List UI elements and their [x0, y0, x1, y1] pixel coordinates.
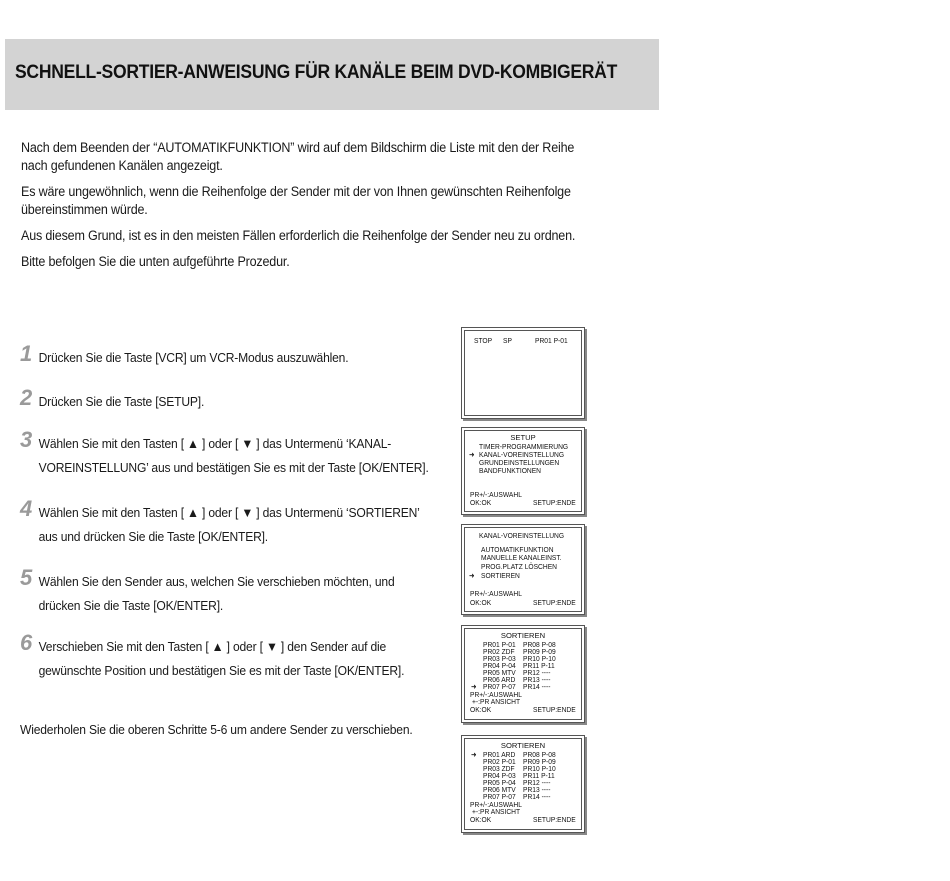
- page-title: SCHNELL-SORTIER-ANWEISUNG FÜR KANÄLE BEIM DVD-KOMBIGERÄT: [15, 61, 618, 83]
- screen-title: KANAL-VOREINSTELLUNG: [479, 531, 565, 540]
- channel-right: PR08 P-08: [523, 750, 556, 759]
- step-2: [20, 385, 440, 414]
- menu-item: BANDFUNKTIONEN: [479, 466, 542, 475]
- channel-left: PR03 ZDF: [483, 764, 515, 773]
- channel-right: PR10 P-10: [523, 764, 556, 773]
- channel-right: PR13 ----: [523, 785, 551, 794]
- step-number: 4: [20, 496, 33, 521]
- channel-right: PR11 P-11: [523, 661, 555, 670]
- status-mode: STOP: [474, 336, 493, 345]
- hint-select: PR+/-:AUSWAHL: [470, 690, 522, 699]
- hint-ok: OK:OK: [470, 705, 492, 714]
- channel-right: PR12 ----: [523, 778, 551, 787]
- step-4: [20, 496, 440, 549]
- hint-view: +-:PR ANSICHT: [472, 697, 521, 706]
- intro-paragraph: Aus diesem Grund, ist es in den meisten Fällen erforderlich die Reihenfolge der Sender neu zu ordnen.: [21, 228, 576, 243]
- menu-item: KANAL-VOREINSTELLUNG: [479, 450, 565, 459]
- menu-item: MANUELLE KANALEINST.: [481, 553, 562, 562]
- hint-ok: OK:OK: [470, 598, 492, 607]
- channel-right: PR12 ----: [523, 668, 551, 677]
- menu-item: PROG.PLATZ LÖSCHEN: [481, 562, 558, 571]
- osd-screen-setup: [464, 430, 582, 512]
- screen-title: SORTIEREN: [500, 631, 546, 640]
- status-program: PR01 P-01: [535, 336, 568, 345]
- step-text: Drücken Sie die Taste [SETUP].: [38, 394, 205, 409]
- hint-view: +-:PR ANSICHT: [472, 807, 521, 816]
- osd-screen-sort-after: [464, 738, 582, 830]
- intro-paragraph: Es wäre ungewöhnlich, wenn die Reihenfolge der Sender mit der von Ihnen gewünschten Reihenfolge übereinstimmen würde.: [21, 184, 571, 217]
- channel-left: PR06 MTV: [483, 785, 516, 794]
- step-6: [20, 630, 440, 683]
- hint-end: SETUP:ENDE: [533, 498, 576, 507]
- hint-select: PR+/-:AUSWAHL: [470, 800, 522, 809]
- channel-left: PR05 P-04: [483, 778, 516, 787]
- arrow-icon: ➜: [469, 450, 475, 459]
- screen-title: SORTIEREN: [500, 741, 546, 750]
- hint-ok: OK:OK: [470, 498, 492, 507]
- arrow-icon: ➜: [471, 750, 477, 759]
- channel-right: PR14 ----: [523, 792, 551, 801]
- intro-paragraph: Nach dem Beenden der “AUTOMATIKFUNKTION” wird auf dem Bildschirm die Liste mit den der Reihe nach gefundenen Kanälen angezeigt.: [21, 140, 575, 173]
- step-3: [20, 427, 440, 480]
- hint-select: PR+/-:AUSWAHL: [470, 490, 522, 499]
- step-text: gewünschte Position und bestätigen Sie es mit der Taste [OK/ENTER].: [38, 663, 405, 678]
- step-number: 2: [20, 385, 33, 410]
- step-text: Wählen Sie mit den Tasten [ ▲ ] oder [ ▼ ] das Untermenü ‘SORTIEREN’: [38, 505, 420, 520]
- step-5: [20, 565, 440, 618]
- hint-ok: OK:OK: [470, 815, 492, 824]
- channel-right: PR10 P-10: [523, 654, 556, 663]
- intro-paragraph: Bitte befolgen Sie die unten aufgeführte Prozedur.: [21, 254, 290, 269]
- hint-end: SETUP:ENDE: [533, 705, 576, 714]
- menu-item: AUTOMATIKFUNKTION: [481, 545, 554, 554]
- step-number: 5: [20, 565, 33, 590]
- step-1: [20, 341, 440, 370]
- intro-section: [21, 139, 621, 279]
- channel-left: PR01 ARD: [483, 750, 516, 759]
- menu-item: TIMER-PROGRAMMIERUNG: [479, 442, 569, 451]
- channel-left: PR05 MTV: [483, 668, 516, 677]
- step-number: 6: [20, 630, 33, 655]
- channel-left: PR04 P-04: [483, 661, 516, 670]
- step-text: Wählen Sie mit den Tasten [ ▲ ] oder [ ▼ ] das Untermenü ‘KANAL-: [38, 436, 392, 451]
- channel-right: PR09 P-09: [523, 757, 556, 766]
- menu-item: GRUNDEINSTELLUNGEN: [479, 458, 560, 467]
- channel-left: PR01 P-01: [483, 640, 516, 649]
- channel-left: PR03 P-03: [483, 654, 516, 663]
- arrow-icon: ➜: [471, 682, 477, 691]
- channel-left: PR02 ZDF: [483, 647, 515, 656]
- channel-left: PR06 ARD: [483, 675, 516, 684]
- step-text: drücken Sie die Taste [OK/ENTER].: [38, 598, 224, 613]
- osd-screen-status: [464, 330, 582, 416]
- step-text: Wählen Sie den Sender aus, welchen Sie verschieben möchten, und: [38, 574, 395, 589]
- step-number: 1: [20, 341, 33, 366]
- channel-right: PR13 ----: [523, 675, 551, 684]
- channel-left: PR07 P-07: [483, 682, 516, 691]
- channel-left: PR07 P-07: [483, 792, 516, 801]
- arrow-icon: ➜: [469, 571, 475, 580]
- osd-screen-sort-before: [464, 628, 582, 720]
- step-text: Verschieben Sie mit den Tasten [ ▲ ] oder [ ▼ ] den Sender auf die: [38, 639, 387, 654]
- osd-screen-channel-preset: [464, 527, 582, 612]
- hint-end: SETUP:ENDE: [533, 815, 576, 824]
- step-text: aus und drücken Sie die Taste [OK/ENTER].: [38, 529, 268, 544]
- hint-end: SETUP:ENDE: [533, 598, 576, 607]
- channel-right: PR09 P-09: [523, 647, 556, 656]
- channel-left: PR04 P-03: [483, 771, 516, 780]
- channel-left: PR02 P-01: [483, 757, 516, 766]
- step-text: Drücken Sie die Taste [VCR] um VCR-Modus auszuwählen.: [38, 350, 349, 365]
- footnote: Wiederholen Sie die oberen Schritte 5-6 um andere Sender zu verschieben.: [20, 722, 413, 737]
- channel-right: PR11 P-11: [523, 771, 555, 780]
- channel-right: PR08 P-08: [523, 640, 556, 649]
- status-speed: SP: [503, 336, 512, 345]
- step-text: VOREINSTELLUNG’ aus und bestätigen Sie es mit der Taste [OK/ENTER].: [38, 460, 429, 475]
- hint-select: PR+/-:AUSWAHL: [470, 589, 522, 598]
- channel-right: PR14 ----: [523, 682, 551, 691]
- step-number: 3: [20, 427, 33, 452]
- menu-item: SORTIEREN: [481, 571, 520, 580]
- screen-title: SETUP: [510, 433, 536, 442]
